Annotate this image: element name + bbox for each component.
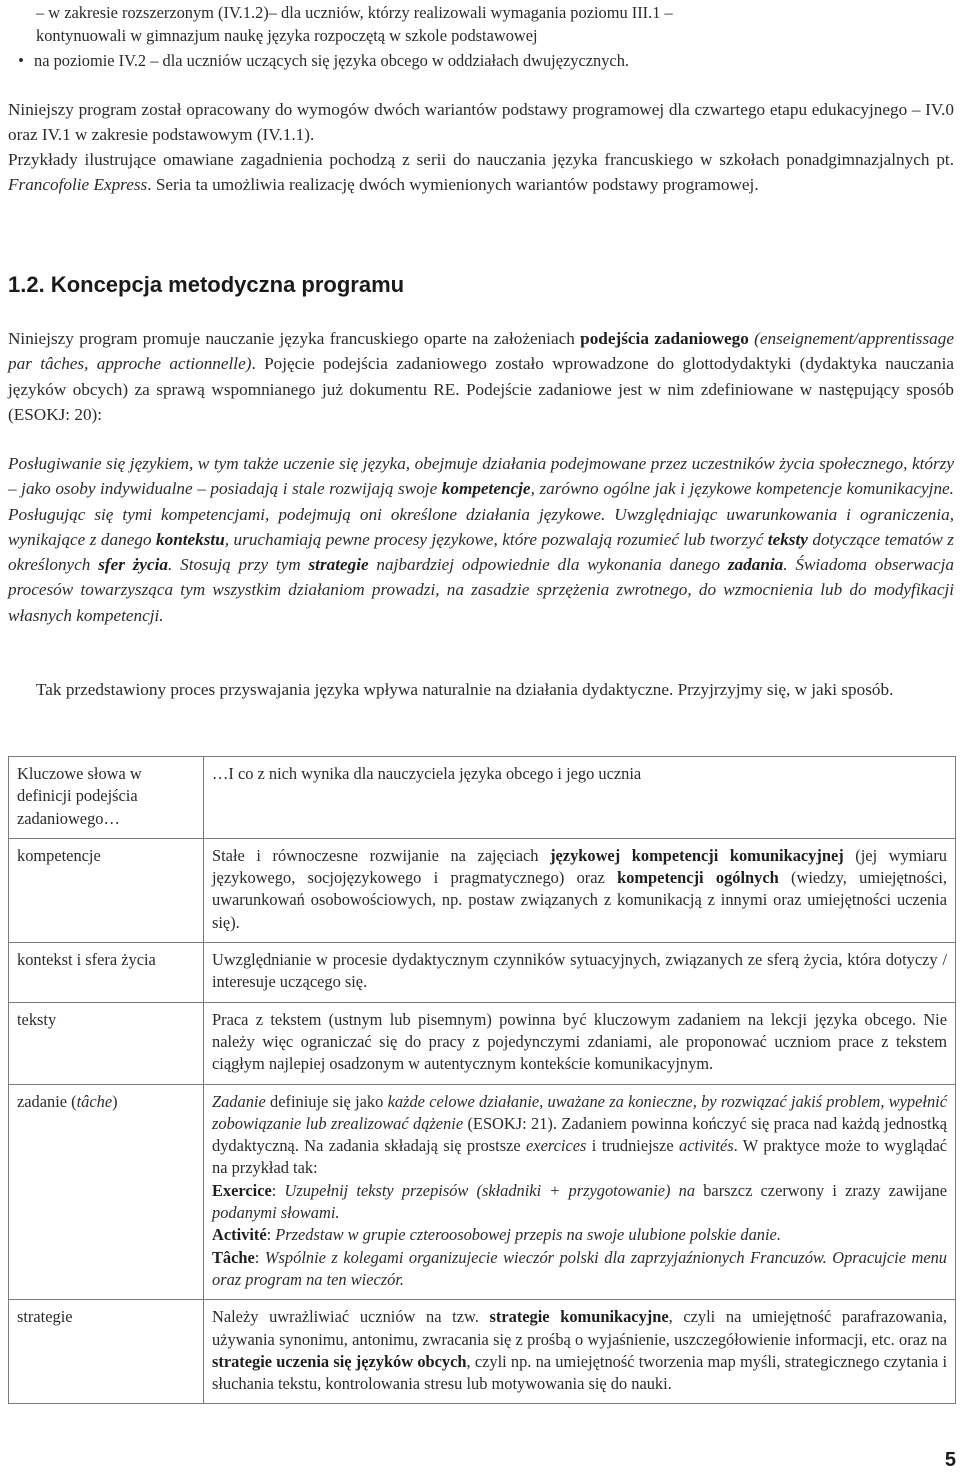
r4-i1: Zadanie (212, 1091, 266, 1111)
exercice-t1: barszcz czerwony i zrazy zawijane (695, 1180, 947, 1200)
exercice-i1: Uzupełnij teksty przepisów (składniki + przygotowanie) na (284, 1180, 696, 1200)
r1-c: (wiedzy, umiejętności, uwarunkowań osobowościowych, np. postaw związanych z komunikacją z innymi oraz umiejętności uczenia się). (212, 868, 948, 932)
r4-key-a: zadanie ( (17, 1091, 77, 1111)
para2-text-b: . Seria ta umożliwia realizację dwóch wymienionych wariantów podstawy programowej. (147, 175, 759, 195)
r5-a: Należy uwrażliwiać uczniów na tzw. (212, 1307, 490, 1327)
quote-keyword-5: strategie (308, 555, 369, 575)
r4-key-italic: tâche (76, 1091, 113, 1111)
r5-c: , czyli np. na umiejętność tworzenia map myśli, strategicznego czytania i słuchania tekstu, kontrolowania stresu lub motywowania się do nauki. (212, 1351, 947, 1394)
quote-c: , uruchamiają pewne procesy językowe, które pozwalają rozumieć lub tworzyć (224, 529, 768, 549)
r4-c: i trudniejsze (586, 1136, 679, 1156)
r4-definition (212, 1091, 947, 1180)
para3-text-a: Niniejszy program promuje nauczanie języka francuskiego oparte na założeniach (8, 329, 581, 348)
quote-g: . Świadoma obserwacja procesów towarzysząca tym wszystkim działaniom prowadzi, na zasadzie sprzężenia zwrotnego, do wzmocnienia lub do modyfikacji własnych kompetencji. (8, 555, 954, 625)
row-key-kompetencje: kompetencje (9, 838, 204, 942)
row-text-strategie (204, 1300, 956, 1404)
r4-i3: exercices (526, 1136, 587, 1156)
quote-f: najbardziej odpowiednie dla wykonania danego (368, 555, 728, 575)
row-key-zadanie (9, 1084, 204, 1300)
r1-a: Stałe i równoczesne rozwijanie na zajęciach (212, 845, 551, 865)
row-key-kontekst: kontekst i sfera życia (9, 943, 204, 1003)
r5-bold-1: strategie komunikacyjne (489, 1307, 669, 1327)
table-row (9, 838, 956, 942)
table-row (9, 1084, 956, 1300)
quote-b: , zarówno ogólne jak i językowe kompetencje komunikacyjne. Posługując się tymi kompetencjami, podejmują oni określone działania językowe. Uwzględniając uwarunkowania i ograniczenia, wynikające z danego (8, 479, 954, 549)
r4-i4: activités (679, 1136, 734, 1156)
row-key-strategie: strategie (9, 1300, 204, 1404)
para3-bold: podejścia zadaniowego (580, 329, 749, 348)
header-keywords: Kluczowe słowa w definicji podejścia zadaniowego… (9, 757, 204, 839)
para2-text-a: Przykłady ilustrujące omawiane zagadnienia pochodzą z serii do nauczania języka francuskiego w szkołach ponadgimnazjalnych pt. (8, 150, 954, 169)
activite-label: Activité (212, 1225, 267, 1245)
tache-label: Tâche (212, 1247, 255, 1267)
intro-line-3-text: na poziomie IV.2 – dla uczniów uczących się języka obcego w oddziałach dwujęzycznych. (34, 51, 629, 70)
intro-line-2: kontynuowali w gimnazjum naukę języka rozpoczętą w szkole podstawowej (36, 26, 538, 45)
r1-b: (jej wymiaru językowego, socjojęzykowego i pragmatycznego) oraz (212, 845, 947, 888)
r5-bold-2: strategie uczenia się języków obcych (212, 1351, 467, 1371)
row-key-teksty: teksty (9, 1002, 204, 1084)
row-text-zadanie (204, 1084, 956, 1300)
table-row (9, 1300, 956, 1404)
page-number: 5 (944, 1448, 956, 1471)
para3-text-b: . Pojęcie podejścia zadaniowego zostało wprowadzone do glottodydaktyki (dydaktyka nauczania języków obcych) za sprawą wspomnianego już dokumentu RE. Podejście zadaniowe jest w nim zdefiniowane w następujący sposób (ESOKJ: 20): (8, 354, 954, 424)
table-header-row (9, 757, 956, 839)
paragraph-examples (8, 147, 954, 198)
quote-keyword-1: kompetencje (441, 479, 531, 499)
r4-key-b: ) (112, 1091, 118, 1111)
activite-text: Przedstaw w grupie czteroosobowej przepis na swoje ulubione polskie danie. (275, 1225, 781, 1245)
paragraph-transition: Tak przedstawiony proces przyswajania języka wpływa naturalnie na działania dydaktyczne. Przyjrzyjmy się, w jaki sposób. (36, 680, 894, 699)
intro-line-1: – w zakresie rozszerzonym (IV.1.2)– dla uczniów, którzy realizowali wymagania poziomu III.1 – (36, 3, 673, 22)
exercice-i2: podanymi słowami. (212, 1203, 340, 1223)
quote-e: . Stosują przy tym (168, 555, 309, 575)
r1-bold-1: językowej kompetencji komunikacyjnej (550, 845, 844, 865)
r1-bold-2: kompetencji ogólnych (617, 868, 779, 888)
r4-b: (ESOKJ: 21). Zadaniem powinna kończyć się praca nad każdą jednostką dydaktyczną. Na zadania składają się prostsze (212, 1113, 947, 1156)
quote-keyword-2: kontekstu (156, 529, 225, 549)
quote-keyword-3: teksty (767, 529, 808, 549)
bullet-icon: • (18, 51, 24, 70)
series-title: Francofolie Express (8, 175, 148, 195)
table-row (9, 1002, 956, 1084)
r5-b: , czyli na umiejętność parafrazowania, używania synonimu, antonimu, zwracania się z prośbą o wyjaśnienie, uszczegółowienie informacji, etc. oraz na (212, 1307, 947, 1349)
quote-d: dotyczące tematów z określonych (8, 529, 954, 575)
quotation (8, 451, 954, 628)
header-implications: …I co z nich wynika dla nauczyciela języka obcego i jego ucznia (204, 757, 956, 839)
para3-italic: (enseignement/apprentissage par tâches, approche actionnelle) (8, 329, 954, 374)
colon: : (266, 1225, 276, 1245)
row-text-kontekst: Uwzględnianie w procesie dydaktycznym czynników sytuacyjnych, związanych ze sferą życia, która dotyczy / interesuje uczącego się. (204, 943, 956, 1003)
r4-exercice (212, 1180, 947, 1225)
quote-keyword-4: sfer życia (98, 555, 169, 575)
r4-i2: każde celowe działanie, uważane za konieczne, by rozwiązać jakiś problem, wypełnić zobowiązanie lub zrealizować dążenie (212, 1091, 947, 1133)
paragraph-variants: Niniejszy program został opracowany do wymogów dwóch wariantów podstawy programowej dla czwartego etapu edukacyjnego – IV.0 oraz IV.1 w zakresie podstawowym (IV.1.1). (8, 100, 954, 145)
intro-line-3 (8, 48, 958, 73)
r4-a: definiuje się jako (265, 1091, 388, 1111)
quote-keyword-6: zadania (727, 555, 784, 575)
tache-text: Wspólnie z kolegami organizujecie wieczór polski dla zaprzyjaźnionych Francuzów. Opracujcie menu oraz program na ten wieczór. (212, 1247, 948, 1289)
colon: : (254, 1247, 265, 1267)
quote-a: Posługiwanie się językiem, w tym także uczenie się języka, obejmuje działania podejmowane przez uczestników życia społecznego, którzy – jako osoby indywidualne – posiadają i stale rozwijają swoje (8, 454, 954, 499)
r4-d: . W praktyce może to wyglądać na przykład tak: (212, 1136, 947, 1178)
keywords-table (8, 756, 956, 1404)
paragraph-method (8, 326, 954, 427)
section-heading: 1.2. Koncepcja metodyczna programu (8, 272, 405, 297)
row-text-kompetencje (204, 838, 956, 942)
r4-activite (212, 1224, 947, 1246)
r4-tache (212, 1247, 947, 1292)
row-text-teksty: Praca z tekstem (ustnym lub pisemnym) powinna być kluczowym zadaniem na lekcji języka obcego. Nie należy więc ograniczać się do pracy z pojedynczymi zdaniami, ale proponować uczniom prace z tekstem ciągłym najlepiej osadzonym w autentycznym kontekście komunikacyjnym. (204, 1002, 956, 1084)
table-row (9, 943, 956, 1003)
colon: : (271, 1180, 285, 1200)
exercice-label: Exercice (212, 1180, 272, 1200)
